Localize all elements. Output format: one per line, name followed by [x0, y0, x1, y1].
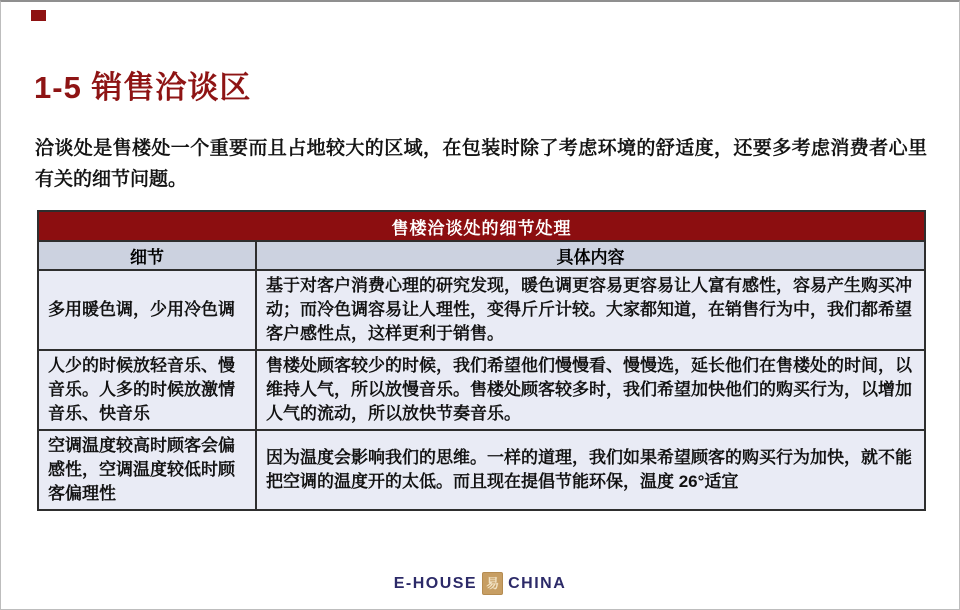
content-cell: 售楼处顾客较少的时候，我们希望他们慢慢看、慢慢选，延长他们在售楼处的时间，以维持人气，所以放慢音乐。售楼处顾客较多时，我们希望加快他们的购买行为，以增加人气的流动，所以放快节奏音乐。 — [256, 350, 925, 430]
table-caption-row — [38, 211, 925, 241]
intro-paragraph: 洽谈处是售楼处一个重要而且占地较大的区域，在包装时除了考虑环境的舒适度，还要多考虑消费者心里有关的细节问题。 — [35, 138, 927, 190]
logo-china-text: CHINA — [508, 574, 567, 592]
detail-cell: 多用暖色调，少用冷色调 — [38, 270, 256, 350]
detail-cell: 空调温度较高时顾客会偏感性，空调温度较低时顾客偏理性 — [38, 430, 256, 510]
details-table-container — [37, 210, 926, 511]
logo-ehouse-text: E-HOUSE — [393, 574, 478, 592]
content-cell: 因为温度会影响我们的思维。一样的道理，我们如果希望顾客的购买行为加快，就不能把空调的温度开的太低。而且现在提倡节能环保，温度 26°适宜 — [256, 430, 925, 510]
table-header-row — [38, 241, 925, 270]
table-row — [38, 270, 925, 350]
table-row — [38, 350, 925, 430]
column-header-content: 具体内容 — [256, 241, 925, 270]
details-table — [37, 210, 926, 511]
corner-accent-square — [31, 10, 46, 21]
content-cell: 基于对客户消费心理的研究发现，暖色调更容易更容易让人富有感性，容易产生购买冲动；而冷色调容易让人理性，变得斤斤计较。大家都知道，在销售行为中，我们都希望客户感性点，这样更利于销售。 — [256, 270, 925, 350]
table-row — [38, 430, 925, 510]
ehouse-seal-icon: 易 — [482, 572, 503, 595]
table-caption: 售楼洽谈处的细节处理 — [38, 211, 925, 241]
page-title: 1-5 销售洽谈区 — [34, 70, 252, 105]
detail-cell: 人少的时候放轻音乐、慢音乐。人多的时候放激情音乐、快音乐 — [38, 350, 256, 430]
column-header-detail: 细节 — [38, 241, 256, 270]
ehouse-logo — [1, 572, 959, 595]
